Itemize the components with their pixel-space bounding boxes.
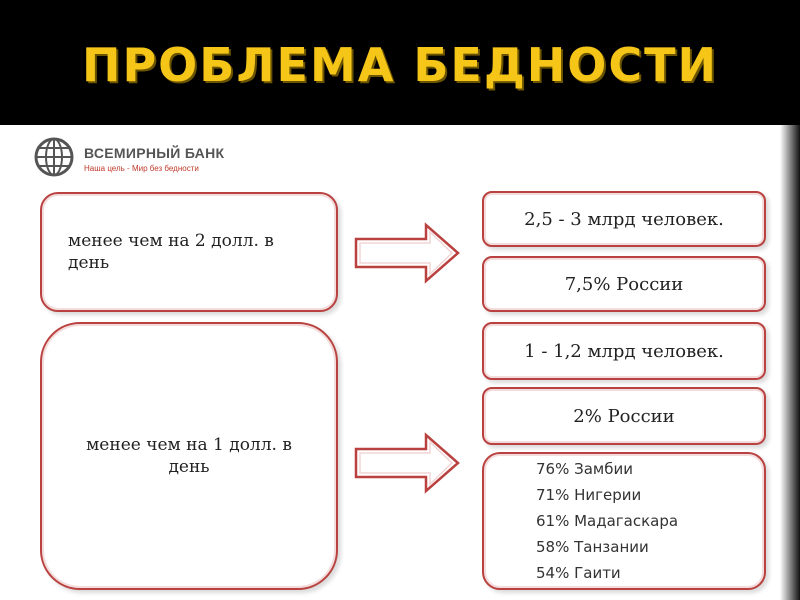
- slide-title: ПРОБЛЕМА БЕДНОСТИ: [81, 38, 719, 92]
- right-edge-shadow: [780, 125, 800, 600]
- world-bank-logo: [34, 137, 254, 183]
- logo-tagline: Наша цель - Мир без бедности: [84, 164, 199, 173]
- russia-2-dollars-text: 7,5% России: [564, 273, 684, 295]
- box-under-2-dollars: [40, 192, 338, 312]
- box-russia-1-dollar: [482, 387, 766, 445]
- box-people-2-dollars: [482, 191, 766, 247]
- list-item: 61% Мадагаскара: [536, 512, 679, 530]
- arrow-right-icon: [352, 221, 462, 285]
- russia-1-dollar-text: 2% России: [573, 405, 675, 427]
- country-list: [536, 456, 678, 586]
- arrow-right-icon: [352, 431, 462, 495]
- box-under-1-dollar: [40, 322, 338, 590]
- people-1-dollar-text: 1 - 1,2 млрд человек.: [524, 340, 724, 362]
- list-item: 76% Замбии: [536, 460, 633, 478]
- box-under-1-dollar-text: менее чем на 1 долл. в день: [86, 435, 292, 477]
- box-russia-2-dollars: [482, 256, 766, 312]
- logo-name: ВСЕМИРНЫЙ БАНК: [84, 145, 225, 161]
- list-item: 54% Гаити: [536, 564, 621, 582]
- list-item: 58% Танзании: [536, 538, 649, 556]
- box-under-2-dollars-text: менее чем на 2 долл. в день: [68, 231, 274, 273]
- people-2-dollars-text: 2,5 - 3 млрд человек.: [524, 208, 724, 230]
- box-people-1-dollar: [482, 322, 766, 380]
- title-band: [0, 0, 800, 125]
- list-item: 71% Нигерии: [536, 486, 642, 504]
- globe-icon: [34, 137, 74, 177]
- box-countries: [482, 452, 766, 590]
